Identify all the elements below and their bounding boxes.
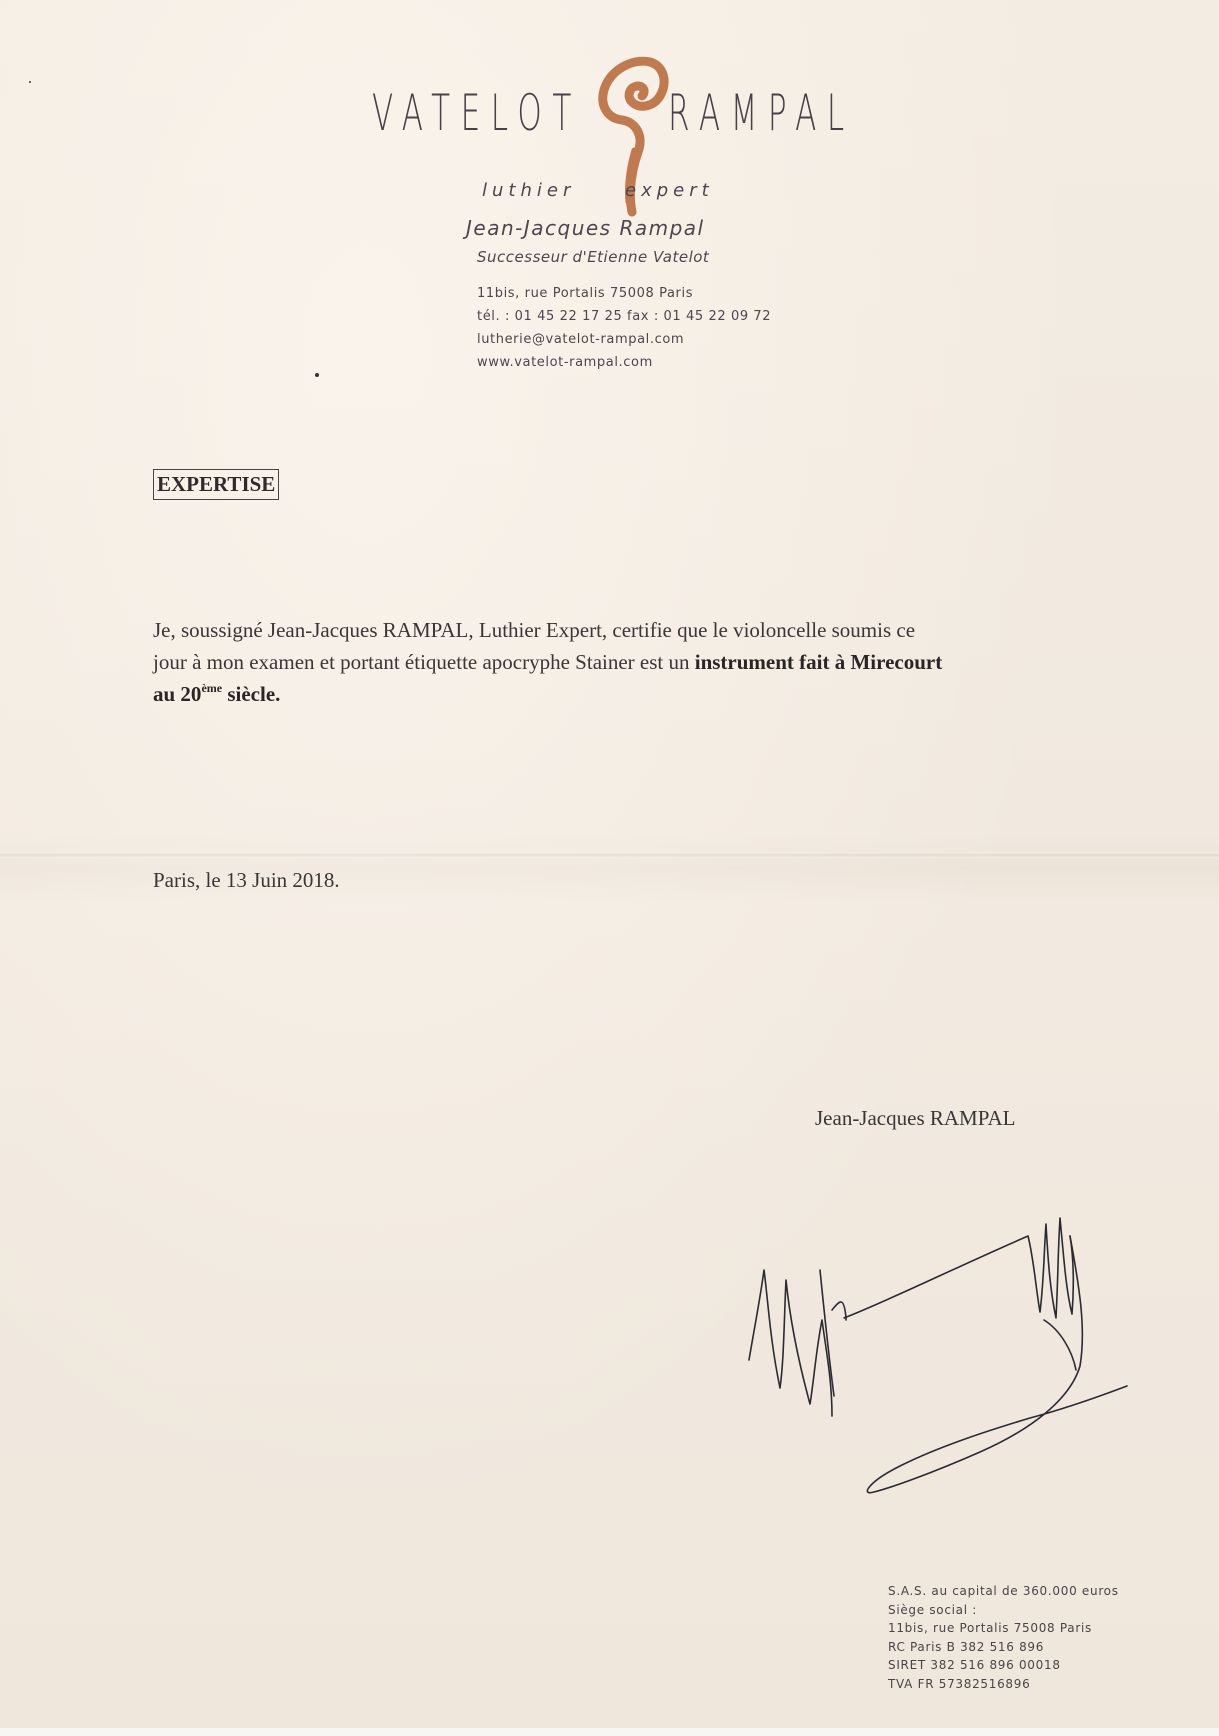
certificate-line-2-plain: jour à mon examen et portant étiquette apocryphe Stainer est un	[153, 650, 695, 674]
signatory-name: Jean-Jacques RAMPAL	[815, 1106, 1016, 1130]
paper-fold	[0, 852, 1219, 858]
paper-bottom-edge	[0, 1728, 1219, 1736]
subtitle-expert: expert	[625, 180, 714, 201]
place-and-date: Paris, le 13 Juin 2018.	[153, 868, 340, 892]
certificate-line-3-bold-b: siècle.	[222, 682, 281, 706]
website-address: www.vatelot-rampal.com	[477, 355, 653, 370]
phone-fax: tél. : 01 45 22 17 25 fax : 01 45 22 09 72	[477, 309, 772, 324]
logo-wordmark-left: VATELOT	[372, 84, 582, 142]
certificate-line-2	[153, 646, 1093, 678]
certificate-line-2-bold: instrument fait à Mirecourt	[694, 650, 943, 674]
contact-block	[477, 282, 771, 374]
certificate-text	[153, 614, 1093, 710]
paper-speck	[315, 373, 319, 377]
successor-line: Successeur d'Etienne Vatelot	[477, 248, 710, 266]
handwritten-signature-icon	[740, 1160, 1140, 1520]
document-heading: EXPERTISE	[153, 469, 279, 500]
legal-footer	[888, 1582, 1119, 1693]
certificate-line-3-bold-a: au 20	[153, 682, 202, 706]
email-address: lutherie@vatelot-rampal.com	[477, 332, 685, 347]
legal-seat-address: 11bis, rue Portalis 75008 Paris	[888, 1621, 1092, 1635]
certificate-line-1: Je, soussigné Jean-Jacques RAMPAL, Luthier Expert, certifie que le violoncelle soumis ce	[153, 618, 916, 642]
legal-seat-label: Siège social :	[888, 1602, 978, 1617]
subtitle-luthier: luthier	[482, 180, 576, 201]
legal-capital: S.A.S. au capital de 360.000 euros	[888, 1584, 1119, 1598]
certificate-line-3-sup: ème	[201, 681, 223, 695]
certificate-line-3	[153, 678, 1093, 710]
owner-name: Jean-Jacques Rampal	[466, 216, 705, 240]
street-address: 11bis, rue Portalis 75008 Paris	[477, 286, 694, 301]
legal-rc: RC Paris B 382 516 896	[888, 1639, 1045, 1654]
legal-siret: SIRET 382 516 896 00018	[888, 1658, 1061, 1672]
logo-wordmark-right: RAMPAL	[668, 84, 855, 142]
legal-tva: TVA FR 57382516896	[888, 1676, 1031, 1691]
paper-speck	[29, 81, 31, 83]
